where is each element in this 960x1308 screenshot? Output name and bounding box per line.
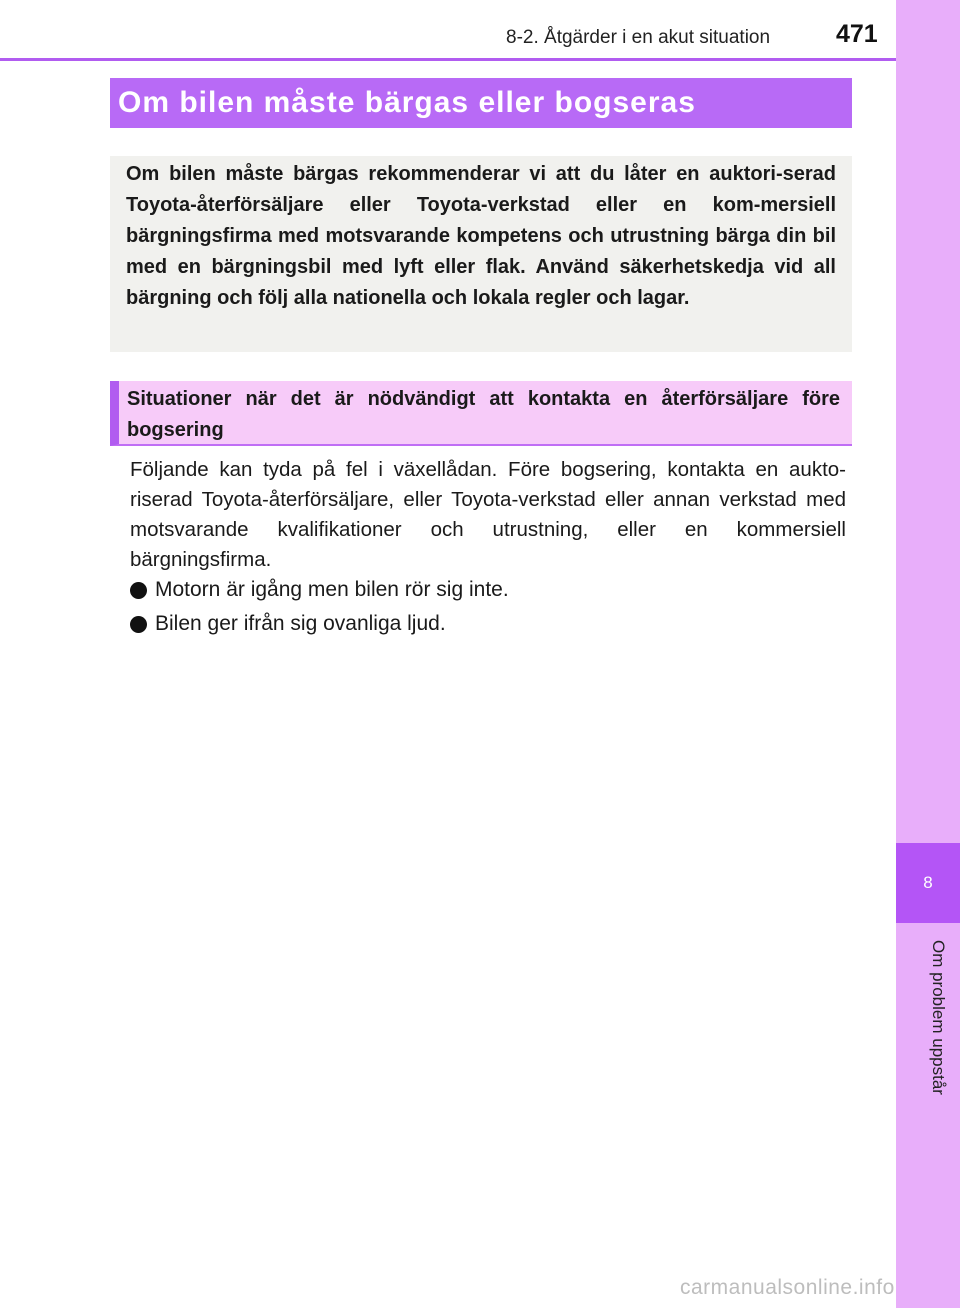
bullet-dot-icon (130, 582, 147, 599)
intro-box (110, 156, 852, 352)
bullet-text: Bilen ger ifrån sig ovanliga ljud. (155, 612, 446, 635)
page-number: 471 (836, 20, 878, 48)
bullet-item (130, 612, 446, 636)
subsection-heading: Situationer när det är nödvändigt att kontakta en återförsäljare före bogsering (127, 388, 840, 441)
watermark: carmanualsonline.info (680, 1276, 895, 1299)
bullet-item (130, 578, 509, 602)
main-title-bar (110, 78, 852, 128)
chapter-title: Om problem uppstår (929, 940, 948, 1095)
subsection-heading-box (110, 381, 852, 446)
bullet-dot-icon (130, 616, 147, 633)
chapter-number: 8 (896, 843, 960, 923)
bullet-text: Motorn är igång men bilen rör sig inte. (155, 578, 509, 601)
intro-text: Om bilen måste bärgas rekommenderar vi att du låter en auktori-serad Toyota-återförsäljare eller Toyota-verkstad eller en kom-mersiell bärgningsfirma med motsvarande kompetens och utrustning bärga din bil med en bärgningsbil med lyft eller flak. Använd säkerhetskedja vid all bärgning och följ alla nationella och lokala regler och lagar. (126, 163, 836, 309)
main-title: Om bilen måste bärgas eller bogseras (118, 86, 696, 119)
side-tab (896, 0, 960, 1308)
subsection-body: Följande kan tyda på fel i växellådan. Före bogsering, kontakta en aukto-riserad Toyota-återförsäljare, eller Toyota-verkstad eller annan verkstad med motsvarande kvalifikationer och utrustning, eller en kommersiell bärgningsfirma. (130, 458, 846, 571)
section-reference: 8-2. Åtgärder i en akut situation (506, 27, 771, 48)
header-rule (0, 58, 896, 61)
